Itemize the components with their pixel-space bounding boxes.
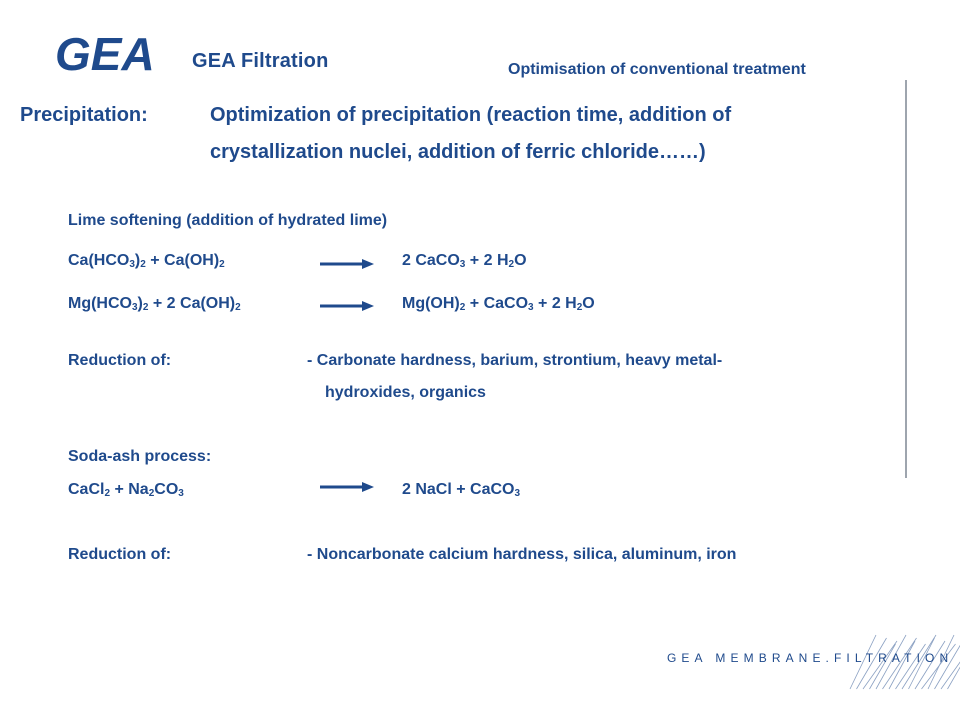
lime-equation-1-right: 2 CaCO$_3$ + 2 $H_2O$ <box>402 252 527 270</box>
brand-name: GEA Filtration <box>192 50 329 72</box>
right-arrow-icon <box>320 482 374 492</box>
divider-line <box>905 80 907 478</box>
right-arrow-icon <box>320 301 374 311</box>
lime-reduction-label: Reduction of: <box>68 352 172 369</box>
lime-equation-2-left: $Mg(HCO_3)_2 + 2$ $Ca(OH)_2$ <box>68 295 241 313</box>
logo-letters: GEA <box>55 30 155 76</box>
soda-equation-left: CaCl$_2$ + $Na_2CO_3$ <box>68 481 184 499</box>
footer-brand-text: GEA MEMBRANE.FILTRATION <box>667 651 954 665</box>
soda-reduction-label: Reduction of: <box>68 546 172 563</box>
lime-equation-1-left: $Ca(HCO_3)_2 + Ca(OH)_2$ <box>68 252 225 270</box>
right-arrow-icon <box>320 259 374 269</box>
precipitation-line-1: Optimization of precipitation (reaction time, addition of <box>210 104 732 126</box>
lime-softening-heading: Lime softening (addition of hydrated lime) <box>68 212 388 229</box>
precipitation-label: Precipitation: <box>20 104 148 126</box>
lime-reduction-line-2: hydroxides, organics <box>325 384 486 401</box>
lime-reduction-line-1: - Carbonate hardness, barium, strontium, heavy metal- <box>307 352 723 369</box>
soda-equation-right: 2 NaCl + CaCO$_3$ <box>402 481 521 499</box>
page-title: Optimisation of conventional treatment <box>508 61 806 78</box>
lime-equation-2-right: $Mg(OH)_2$ + CaCO$_3$ + 2 $H_2O$ <box>402 295 595 313</box>
gea-logo-icon <box>55 30 185 76</box>
soda-ash-heading: Soda-ash process: <box>68 448 212 465</box>
soda-reduction-text: - Noncarbonate calcium hardness, silica, aluminum, iron <box>307 546 737 563</box>
precipitation-line-2: crystallization nuclei, addition of ferric chloride……) <box>210 141 706 163</box>
